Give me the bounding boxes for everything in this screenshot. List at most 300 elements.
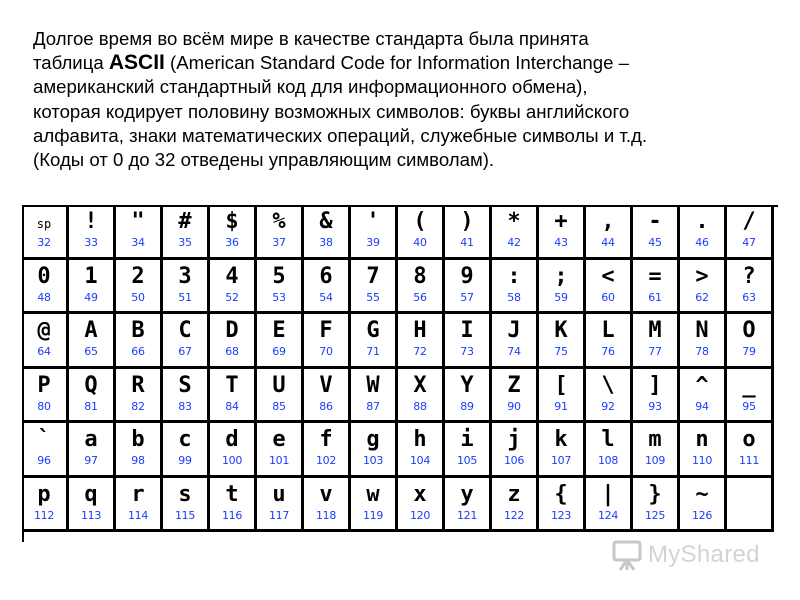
ascii-glyph: T [225, 372, 239, 398]
ascii-cell-inner [680, 478, 724, 529]
ascii-cell [69, 314, 116, 369]
ascii-cell-inner [586, 205, 630, 256]
ascii-cell-inner [257, 478, 301, 529]
ascii-cell [257, 205, 304, 260]
ascii-code: 96 [37, 454, 51, 467]
ascii-cell-inner [257, 314, 301, 365]
ascii-code: 48 [37, 290, 51, 304]
ascii-cell-inner [633, 478, 677, 529]
ascii-glyph: Y [460, 372, 474, 398]
ascii-glyph: v [319, 481, 333, 507]
ascii-code: 40 [413, 236, 427, 249]
ascii-glyph: > [695, 263, 709, 289]
ascii-code: 76 [601, 345, 615, 358]
ascii-cell-inner [351, 478, 395, 529]
ascii-cell [633, 478, 680, 533]
presentation-icon [608, 538, 646, 572]
ascii-glyph: l [601, 427, 615, 452]
ascii-cell [116, 423, 163, 478]
ascii-cell [22, 423, 69, 478]
ascii-cell-inner [257, 423, 301, 474]
ascii-glyph: d [225, 427, 239, 452]
ascii-code: 32 [37, 236, 51, 249]
ascii-cell [398, 478, 445, 533]
ascii-table [22, 205, 774, 532]
ascii-cell-inner [116, 423, 160, 474]
ascii-glyph: 1 [84, 263, 98, 289]
ascii-cell-inner [586, 369, 630, 420]
ascii-cell [257, 423, 304, 478]
ascii-glyph: ? [742, 263, 756, 289]
ascii-glyph: z [507, 481, 521, 507]
ascii-code: 73 [460, 345, 474, 358]
ascii-code: 79 [742, 345, 756, 358]
ascii-cell [727, 423, 774, 478]
ascii-code: 114 [127, 508, 149, 522]
ascii-row [22, 369, 774, 424]
ascii-cell-inner [633, 423, 677, 474]
ascii-cell [633, 314, 680, 369]
ascii-glyph: , [601, 209, 615, 234]
intro-line-2-suffix: (American Standard Code for Information Interchange – [164, 52, 629, 74]
ascii-cell-inner [163, 369, 207, 420]
ascii-glyph: a [84, 427, 98, 452]
ascii-cell [398, 423, 445, 478]
ascii-code: 49 [84, 290, 98, 304]
ascii-cell [351, 423, 398, 478]
ascii-cell [680, 423, 727, 478]
ascii-code: 52 [225, 290, 239, 304]
ascii-cell-inner [304, 369, 348, 420]
ascii-code: 113 [80, 508, 102, 522]
ascii-cell-inner [210, 478, 254, 529]
ascii-cell [539, 478, 586, 533]
ascii-cell-inner [69, 205, 113, 256]
ascii-code: 66 [131, 345, 145, 358]
watermark [608, 538, 760, 572]
ascii-term: ASCII [108, 51, 165, 75]
ascii-glyph: . [695, 209, 709, 234]
ascii-code: 90 [507, 399, 521, 413]
ascii-code: 115 [174, 508, 196, 522]
ascii-row [22, 478, 774, 533]
ascii-glyph: < [601, 263, 615, 289]
ascii-glyph: @ [37, 318, 51, 343]
ascii-code: 34 [131, 236, 145, 249]
ascii-code: 50 [131, 290, 145, 304]
ascii-cell [586, 314, 633, 369]
ascii-cell-inner [727, 205, 771, 256]
ascii-code: 51 [178, 290, 192, 304]
intro-line-6: (Коды от 0 до 32 отведены управляющим символам). [33, 149, 495, 171]
ascii-glyph: q [84, 481, 98, 507]
ascii-cell [163, 478, 210, 533]
ascii-cell-inner [586, 478, 630, 529]
ascii-code: 103 [362, 454, 384, 467]
ascii-code: 36 [225, 236, 239, 249]
ascii-glyph: j [507, 427, 521, 452]
ascii-cell [116, 369, 163, 424]
ascii-cell [680, 205, 727, 260]
ascii-code: 117 [268, 508, 290, 522]
ascii-cell-inner [116, 478, 160, 529]
ascii-cell [586, 478, 633, 533]
ascii-cell-inner [69, 478, 113, 529]
ascii-cell-inner [539, 314, 583, 365]
ascii-cell-inner [210, 423, 254, 474]
ascii-cell [680, 314, 727, 369]
ascii-cell [633, 260, 680, 315]
ascii-cell [398, 205, 445, 260]
ascii-glyph: | [601, 481, 615, 507]
ascii-glyph: / [742, 209, 756, 234]
ascii-cell [539, 423, 586, 478]
ascii-code: 72 [413, 345, 427, 358]
ascii-glyph: G [366, 318, 380, 343]
ascii-cell [163, 205, 210, 260]
ascii-cell [257, 369, 304, 424]
ascii-code: 119 [362, 508, 384, 522]
ascii-cell-inner [22, 423, 66, 474]
ascii-code: 63 [742, 290, 756, 304]
ascii-cell-inner [163, 260, 207, 311]
intro-line-3: американский стандартный код для информационного обмена), [33, 76, 588, 98]
ascii-code: 43 [554, 236, 568, 249]
ascii-code: 54 [319, 290, 333, 304]
ascii-cell [492, 423, 539, 478]
ascii-cell-inner [539, 423, 583, 474]
ascii-cell [304, 314, 351, 369]
ascii-cell [304, 205, 351, 260]
ascii-cell [680, 260, 727, 315]
ascii-code: 123 [550, 508, 572, 522]
ascii-cell-inner [727, 423, 771, 474]
ascii-cell [69, 369, 116, 424]
ascii-code: 57 [460, 290, 474, 304]
ascii-code: 100 [221, 454, 243, 467]
ascii-code: 75 [554, 345, 568, 358]
ascii-cell [680, 369, 727, 424]
ascii-cell [116, 205, 163, 260]
ascii-glyph: 7 [366, 263, 380, 289]
ascii-cell-inner [304, 423, 348, 474]
ascii-cell-inner [304, 205, 348, 256]
ascii-code: 98 [131, 454, 145, 467]
ascii-glyph: \ [601, 372, 615, 398]
ascii-cell-inner [116, 205, 160, 256]
ascii-cell-inner [680, 369, 724, 420]
ascii-glyph: K [554, 318, 568, 343]
ascii-glyph: _ [742, 372, 756, 398]
ascii-cell-inner [398, 369, 442, 420]
ascii-glyph: o [742, 427, 756, 452]
ascii-code: 107 [550, 454, 572, 467]
ascii-glyph: D [225, 318, 239, 343]
ascii-cell [69, 205, 116, 260]
ascii-glyph: ' [366, 209, 380, 234]
ascii-glyph: B [131, 318, 145, 343]
ascii-glyph: S [178, 372, 192, 398]
ascii-cell [22, 478, 69, 533]
ascii-code: 86 [319, 399, 333, 413]
ascii-cell-inner [257, 369, 301, 420]
intro-line-2 [33, 51, 773, 75]
ascii-glyph: $ [225, 209, 239, 234]
ascii-code: 53 [272, 290, 286, 304]
ascii-cell [22, 260, 69, 315]
ascii-code: 41 [460, 236, 474, 249]
ascii-cell-inner [398, 260, 442, 311]
ascii-glyph: i [460, 427, 474, 452]
ascii-code: 89 [460, 399, 474, 413]
ascii-code: 120 [409, 508, 431, 522]
ascii-glyph: + [554, 209, 568, 234]
ascii-code: 121 [456, 508, 478, 522]
ascii-code: 97 [84, 454, 98, 467]
ascii-code: 33 [84, 236, 98, 249]
ascii-glyph: V [319, 372, 333, 398]
ascii-glyph: 0 [37, 263, 51, 289]
ascii-glyph: ( [413, 209, 427, 234]
ascii-code: 88 [413, 399, 427, 413]
ascii-cell [539, 369, 586, 424]
ascii-cell-inner [492, 478, 536, 529]
ascii-code: 80 [37, 399, 51, 413]
ascii-code: 64 [37, 345, 51, 358]
ascii-code: 125 [644, 508, 666, 522]
ascii-glyph: { [554, 481, 568, 507]
ascii-cell-inner [351, 260, 395, 311]
ascii-code: 70 [319, 345, 333, 358]
ascii-glyph: U [272, 372, 286, 398]
ascii-cell-inner [351, 369, 395, 420]
ascii-cell-empty [727, 478, 774, 533]
ascii-glyph: % [272, 209, 286, 234]
ascii-glyph: * [507, 209, 521, 234]
intro-line-2-prefix: таблица [33, 52, 109, 74]
ascii-cell-inner [680, 314, 724, 365]
ascii-cell-inner [727, 314, 771, 365]
ascii-code: 47 [742, 236, 756, 249]
ascii-glyph: ^ [695, 372, 709, 398]
ascii-code: 85 [272, 399, 286, 413]
ascii-row [22, 260, 774, 315]
ascii-cell-inner [492, 423, 536, 474]
ascii-cell-inner [69, 369, 113, 420]
ascii-cell-inner [351, 423, 395, 474]
ascii-glyph: = [648, 263, 662, 289]
ascii-cell [69, 478, 116, 533]
ascii-code: 77 [648, 345, 662, 358]
ascii-cell [304, 478, 351, 533]
ascii-cell-inner [69, 423, 113, 474]
ascii-row [22, 423, 774, 478]
ascii-cell [210, 260, 257, 315]
ascii-code: 87 [366, 399, 380, 413]
ascii-code: 109 [644, 454, 666, 467]
ascii-glyph: X [413, 372, 427, 398]
ascii-cell [351, 205, 398, 260]
ascii-code: 69 [272, 345, 286, 358]
ascii-cell-inner [539, 478, 583, 529]
intro-line-1: Долгое время во всём мире в качестве стандарта была принята [33, 28, 589, 49]
ascii-cell [210, 205, 257, 260]
ascii-glyph: h [413, 427, 427, 452]
ascii-glyph: ~ [695, 481, 709, 507]
ascii-glyph: Q [84, 372, 98, 398]
ascii-glyph: 8 [413, 263, 427, 289]
ascii-cell [22, 205, 69, 260]
ascii-code: 59 [554, 290, 568, 304]
ascii-code: 84 [225, 399, 239, 413]
ascii-code: 37 [272, 236, 286, 249]
ascii-cell [727, 260, 774, 315]
intro-line-5: алфавита, знаки математических операций, служебные символы и т.д. [33, 124, 648, 146]
ascii-code: 126 [691, 508, 713, 522]
ascii-table-container [22, 205, 778, 542]
ascii-glyph: m [648, 427, 662, 452]
ascii-cell-inner [163, 478, 207, 529]
ascii-cell [163, 314, 210, 369]
ascii-cell [586, 260, 633, 315]
ascii-glyph: f [319, 427, 333, 452]
ascii-code: 61 [648, 290, 662, 304]
ascii-cell-inner [210, 314, 254, 365]
ascii-glyph: k [554, 427, 568, 452]
ascii-cell [351, 478, 398, 533]
ascii-cell [539, 205, 586, 260]
ascii-cell [69, 423, 116, 478]
ascii-cell [304, 369, 351, 424]
ascii-cell-inner [445, 478, 489, 529]
ascii-code: 56 [413, 290, 427, 304]
ascii-cell-inner [304, 260, 348, 311]
ascii-cell [398, 369, 445, 424]
ascii-cell-inner [680, 205, 724, 256]
ascii-cell-inner [22, 478, 66, 529]
ascii-cell-inner [445, 205, 489, 256]
ascii-glyph: 2 [131, 263, 145, 289]
ascii-code: 42 [507, 236, 521, 249]
ascii-code: 62 [695, 290, 709, 304]
ascii-cell-inner [680, 260, 724, 311]
ascii-glyph: # [178, 209, 192, 234]
ascii-cell [22, 369, 69, 424]
ascii-glyph: c [178, 427, 192, 452]
ascii-cell-inner [116, 369, 160, 420]
ascii-cell-inner [257, 205, 301, 256]
ascii-code: 35 [178, 236, 192, 249]
ascii-glyph: w [366, 481, 380, 507]
ascii-cell [633, 423, 680, 478]
ascii-code: 94 [695, 399, 709, 413]
ascii-glyph: n [695, 427, 709, 452]
ascii-glyph: y [460, 481, 474, 507]
ascii-glyph: I [460, 318, 474, 343]
ascii-cell [445, 478, 492, 533]
ascii-glyph: 6 [319, 263, 333, 289]
ascii-glyph: - [648, 209, 662, 234]
ascii-code: 83 [178, 399, 192, 413]
ascii-code: 99 [178, 454, 192, 467]
ascii-glyph: ` [37, 427, 51, 452]
ascii-code: 104 [409, 454, 431, 467]
ascii-cell-inner [492, 205, 536, 256]
ascii-glyph: 9 [460, 263, 474, 289]
ascii-code: 92 [601, 399, 615, 413]
ascii-glyph: s [178, 481, 192, 507]
ascii-cell [351, 260, 398, 315]
ascii-cell-inner [445, 314, 489, 365]
ascii-glyph: x [413, 481, 427, 507]
ascii-code: 44 [601, 236, 615, 249]
ascii-code: 46 [695, 236, 709, 249]
ascii-code: 55 [366, 290, 380, 304]
ascii-cell [304, 260, 351, 315]
ascii-glyph: N [695, 318, 709, 343]
ascii-cell [445, 423, 492, 478]
ascii-cell-inner [22, 260, 66, 311]
ascii-cell [586, 205, 633, 260]
ascii-cell [445, 314, 492, 369]
ascii-glyph: : [507, 263, 521, 289]
ascii-cell [539, 260, 586, 315]
ascii-cell [351, 369, 398, 424]
ascii-glyph: ! [84, 209, 98, 234]
ascii-glyph: & [319, 209, 333, 234]
ascii-cell [727, 369, 774, 424]
ascii-glyph: b [131, 427, 145, 452]
ascii-code: 38 [319, 236, 333, 249]
ascii-cell-inner [633, 260, 677, 311]
ascii-code: 74 [507, 345, 521, 358]
ascii-cell-inner [257, 260, 301, 311]
ascii-glyph: p [37, 481, 51, 507]
ascii-cell [257, 260, 304, 315]
ascii-glyph: J [507, 318, 521, 343]
ascii-code: 93 [648, 399, 662, 413]
ascii-cell-inner [163, 205, 207, 256]
ascii-cell-inner [116, 260, 160, 311]
ascii-code: 101 [268, 454, 290, 467]
ascii-cell-inner [539, 205, 583, 256]
ascii-cell [351, 314, 398, 369]
ascii-cell-inner [210, 205, 254, 256]
ascii-code: 110 [691, 454, 713, 467]
ascii-cell-inner [22, 205, 66, 256]
ascii-cell [586, 423, 633, 478]
ascii-glyph: ) [460, 209, 474, 234]
ascii-cell [163, 423, 210, 478]
ascii-cell-inner [539, 260, 583, 311]
ascii-cell-inner [586, 260, 630, 311]
ascii-cell-inner [539, 369, 583, 420]
ascii-cell [492, 205, 539, 260]
ascii-code: 60 [601, 290, 615, 304]
ascii-cell [116, 314, 163, 369]
ascii-cell [680, 478, 727, 533]
ascii-cell [492, 478, 539, 533]
ascii-cell [727, 205, 774, 260]
ascii-cell-inner [22, 314, 66, 365]
ascii-code: 111 [738, 454, 760, 467]
ascii-glyph: C [178, 318, 192, 343]
ascii-cell [727, 314, 774, 369]
ascii-cell-inner [304, 478, 348, 529]
ascii-glyph: L [601, 318, 615, 343]
ascii-glyph: ; [554, 263, 568, 289]
ascii-cell [210, 314, 257, 369]
